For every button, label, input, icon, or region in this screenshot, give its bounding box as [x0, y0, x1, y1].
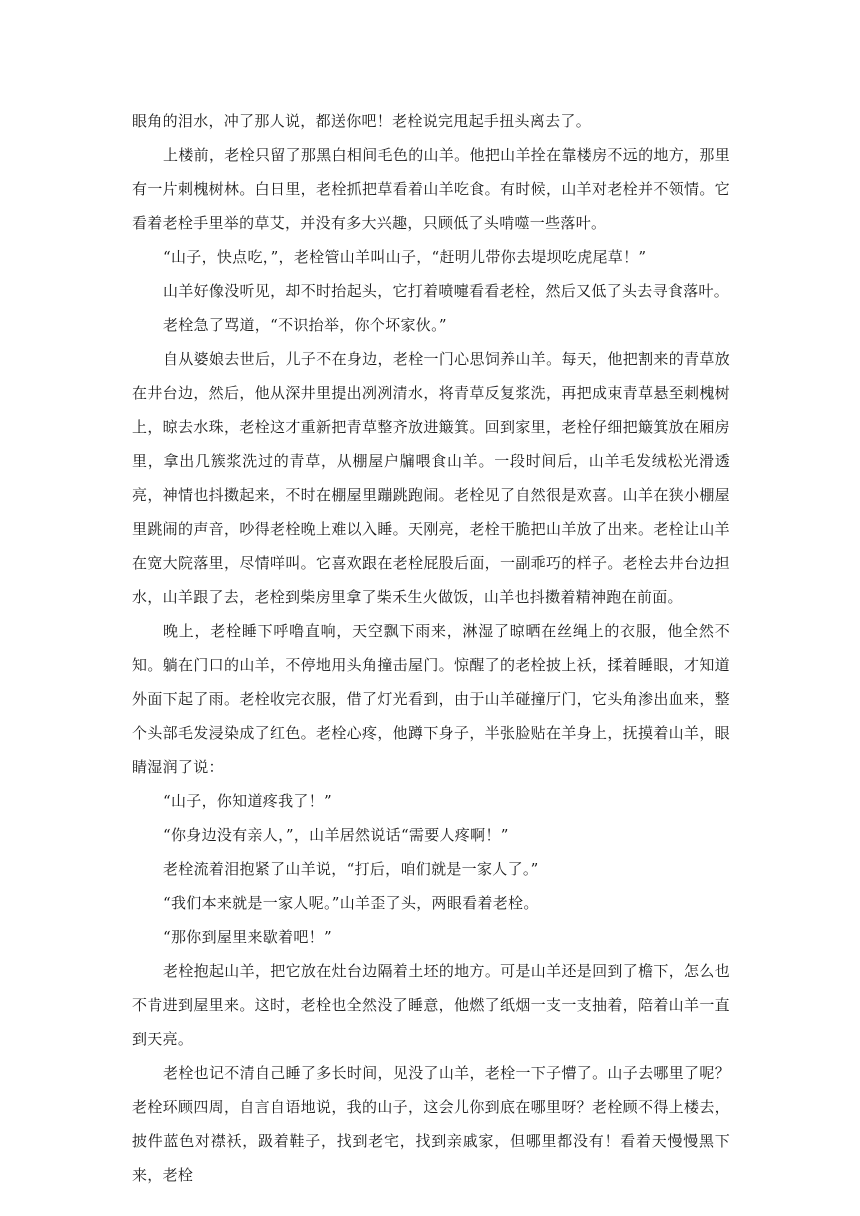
paragraph: 山羊好像没听见，却不时抬起头，它打着喷嚏看看老栓，然后又低了头去寻食落叶。: [163, 282, 730, 300]
dialogue-line: “你身边没有亲人，”，山羊居然说话“需要人疼啊！”: [163, 826, 509, 844]
paragraph: 自从婆娘去世后，儿子不在身边，老栓一门心思饲养山羊。每天，他把割来的青草放在井台边，然后，他从深井里提出冽冽清水，将青草反复浆洗，再把成束青草悬至刺槐树上，晾去水珠，老栓这才重新把青草整齐放进簸箕。回到家里，老栓仔细把簸箕放在厢房里，拿出几簇浆洗过的青草，从棚屋户牖喂食山羊。一段时间后，山羊毛发绒松光滑透亮，神情也抖擞起来，不时在棚屋里蹦跳跑闹。老栓见了自然很是欢喜。山羊在狭小棚屋里跳闹的声音，吵得老栓晚上难以入睡。天刚亮，老栓干脆把山羊放了出来。老栓让山羊在宽大院落里，尽情咩叫。它喜欢跟在老栓屁股后面，一副乖巧的样子。老栓去井台边担水，山羊跟了去，老栓到柴房里拿了柴禾生火做饭，山羊也抖擞着精神跑在前面。: [132, 350, 730, 606]
paragraph: 眼角的泪水，冲了那人说，都送你吧！老栓说完甩起手扭头离去了。: [132, 112, 592, 130]
paragraph: 老栓抱起山羊，把它放在灶台边隔着土坯的地方。可是山羊还是回到了檐下，怎么也不肯进到屋里来。这时，老栓也全然没了睡意，他燃了纸烟一支一支抽着，陪着山羊一直到天亮。: [132, 962, 730, 1048]
paragraph: 老栓也记不清自己睡了多长时间，见没了山羊，老栓一下子懵了。山子去哪里了呢？老栓环顾四周，自言自语地说，我的山子，这会儿你到底在哪里呀？老栓顾不得上楼去，披件蓝色对襟袄，趿着鞋子，找到老宅，找到亲戚家，但哪里都没有！看着天慢慢黑下来，老栓: [132, 1064, 730, 1184]
dialogue-line: 老栓流着泪抱紧了山羊说，“打后，咱们就是一家人了。”: [163, 860, 539, 878]
dialogue-line: “山子，你知道疼我了！”: [163, 792, 332, 810]
dialogue-line: “那你到屋里来歇着吧！”: [163, 928, 332, 946]
paragraph: 上楼前，老栓只留了那黑白相间毛色的山羊。他把山羊拴在靠楼房不远的地方，那里有一片刺槐树林。白日里，老栓抓把草看着山羊吃食。有时候，山羊对老栓并不领情。它看着老栓手里举的草艾，并没有多大兴趣，只顾低了头啃噬一些落叶。: [132, 146, 730, 232]
dialogue-line: 老栓急了骂道，“不识抬举，你个坏家伙。”: [163, 316, 447, 334]
paragraph: 晚上，老栓睡下呼噜直响，天空飘下雨来，淋湿了晾晒在丝绳上的衣服，他全然不知。躺在门口的山羊，不停地用头角撞击屋门。惊醒了的老栓披上袄，揉着睡眼，才知道外面下起了雨。老栓收完衣服，借了灯光看到，由于山羊碰撞厅门，它头角渗出血来，整个头部毛发浸染成了红色。老栓心疼，他蹲下身子，半张脸贴在羊身上，抚摸着山羊，眼睛湿润了说：: [132, 622, 730, 776]
dialogue-line: “我们本来就是一家人呢。”山羊歪了头，两眼看着老栓。: [163, 894, 539, 912]
document-page: [132, 104, 730, 1192]
dialogue-line: “山子，快点吃，”，老栓管山羊叫山子，“赶明儿带你去堤坝吃虎尾草！”: [163, 248, 647, 266]
